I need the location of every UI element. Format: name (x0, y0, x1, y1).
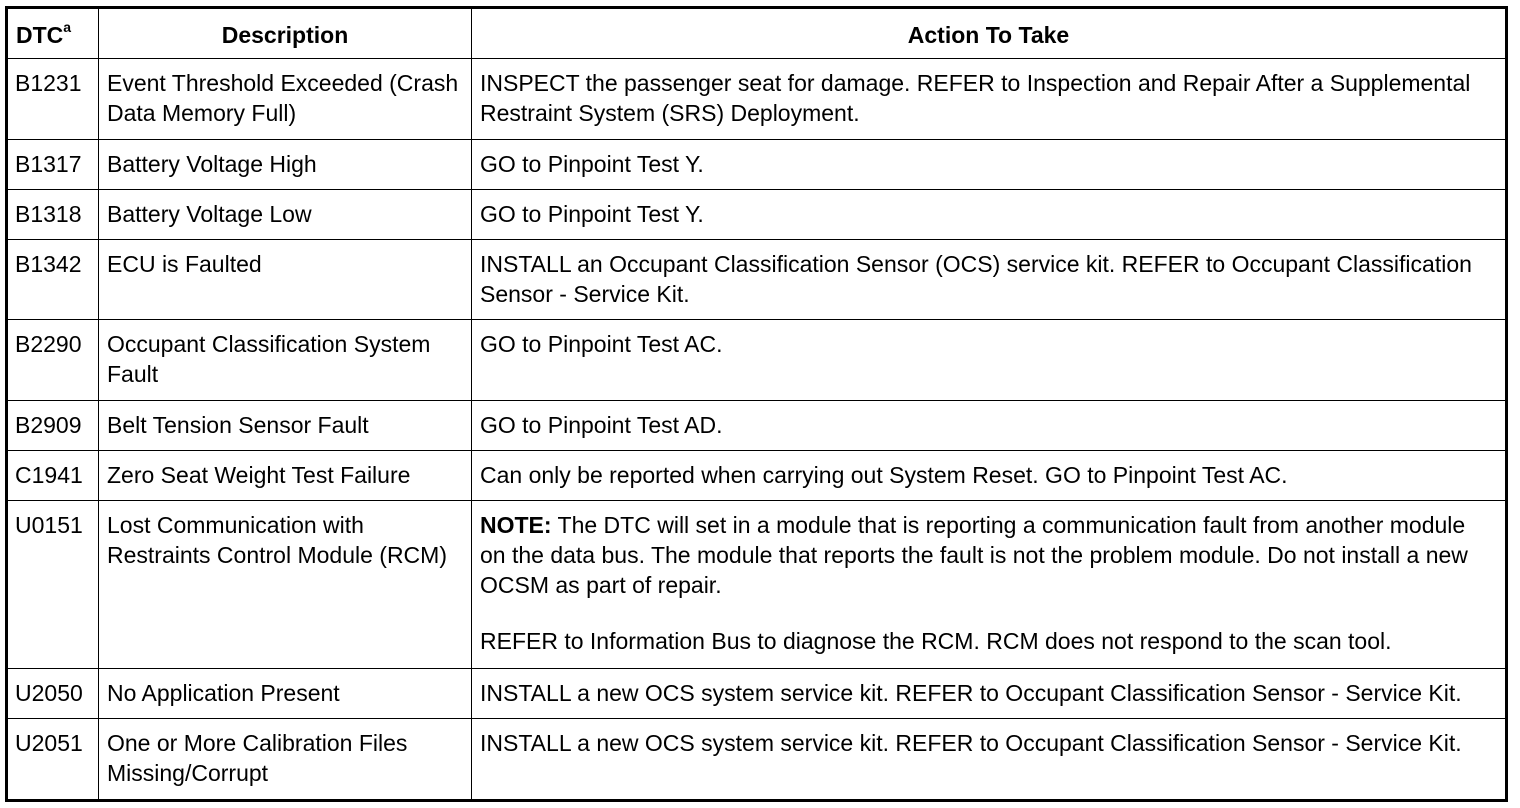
dtc-action: GO to Pinpoint Test AD. (472, 400, 1507, 450)
dtc-description: Event Threshold Exceeded (Crash Data Memory Full) (99, 59, 472, 140)
table-row (7, 189, 1507, 239)
dtc-action: INSTALL an Occupant Classification Sensor (OCS) service kit. REFER to Occupant Classification Sensor - Service Kit. (472, 239, 1507, 320)
note-label: NOTE: (480, 511, 552, 538)
dtc-table (5, 6, 1508, 802)
dtc-action: INSTALL a new OCS system service kit. REFER to Occupant Classification Sensor - Service Kit. (472, 719, 1507, 801)
table-row (7, 239, 1507, 320)
header-dtc-footnote: a (63, 19, 72, 36)
dtc-code: U0151 (7, 500, 99, 668)
table-row (7, 719, 1507, 801)
dtc-description: Zero Seat Weight Test Failure (99, 450, 472, 500)
dtc-action: INSTALL a new OCS system service kit. REFER to Occupant Classification Sensor - Service Kit. (472, 669, 1507, 719)
note-text: The DTC will set in a module that is reporting a communication fault from another module on the data bus. The module that reports the fault is not the problem module. Do not install a new OCSM as part of repair. (480, 511, 1468, 598)
dtc-code: B2909 (7, 400, 99, 450)
dtc-description: Occupant Classification System Fault (99, 320, 472, 401)
table-row (7, 139, 1507, 189)
header-dtc (7, 8, 99, 59)
dtc-description: Lost Communication with Restraints Control Module (RCM) (99, 500, 472, 668)
table-row (7, 400, 1507, 450)
header-dtc-label: DTC (16, 22, 64, 48)
dtc-code: B2290 (7, 320, 99, 401)
table-row (7, 500, 1507, 668)
dtc-description: Belt Tension Sensor Fault (99, 400, 472, 450)
dtc-action: GO to Pinpoint Test Y. (472, 139, 1507, 189)
dtc-action: GO to Pinpoint Test AC. (472, 320, 1507, 401)
action-paragraph: REFER to Information Bus to diagnose the RCM. RCM does not respond to the scan tool. (480, 627, 1392, 654)
dtc-action: INSPECT the passenger seat for damage. REFER to Inspection and Repair After a Supplemental Restraint System (SRS) Deployment. (472, 59, 1507, 140)
dtc-code: U2050 (7, 669, 99, 719)
dtc-description: One or More Calibration Files Missing/Corrupt (99, 719, 472, 801)
dtc-code: C1941 (7, 450, 99, 500)
dtc-action (472, 500, 1507, 668)
header-action: Action To Take (472, 8, 1507, 59)
dtc-code: U2051 (7, 719, 99, 801)
dtc-action: Can only be reported when carrying out System Reset. GO to Pinpoint Test AC. (472, 450, 1507, 500)
dtc-code: B1231 (7, 59, 99, 140)
dtc-action: GO to Pinpoint Test Y. (472, 189, 1507, 239)
table-row (7, 59, 1507, 140)
header-description: Description (99, 8, 472, 59)
table-row (7, 320, 1507, 401)
dtc-code: B1317 (7, 139, 99, 189)
dtc-description: Battery Voltage Low (99, 189, 472, 239)
dtc-description: ECU is Faulted (99, 239, 472, 320)
note-paragraph (480, 510, 1497, 600)
table-row (7, 450, 1507, 500)
dtc-description: No Application Present (99, 669, 472, 719)
table-header-row (7, 8, 1507, 59)
dtc-code: B1342 (7, 239, 99, 320)
table-row (7, 669, 1507, 719)
dtc-code: B1318 (7, 189, 99, 239)
dtc-description: Battery Voltage High (99, 139, 472, 189)
